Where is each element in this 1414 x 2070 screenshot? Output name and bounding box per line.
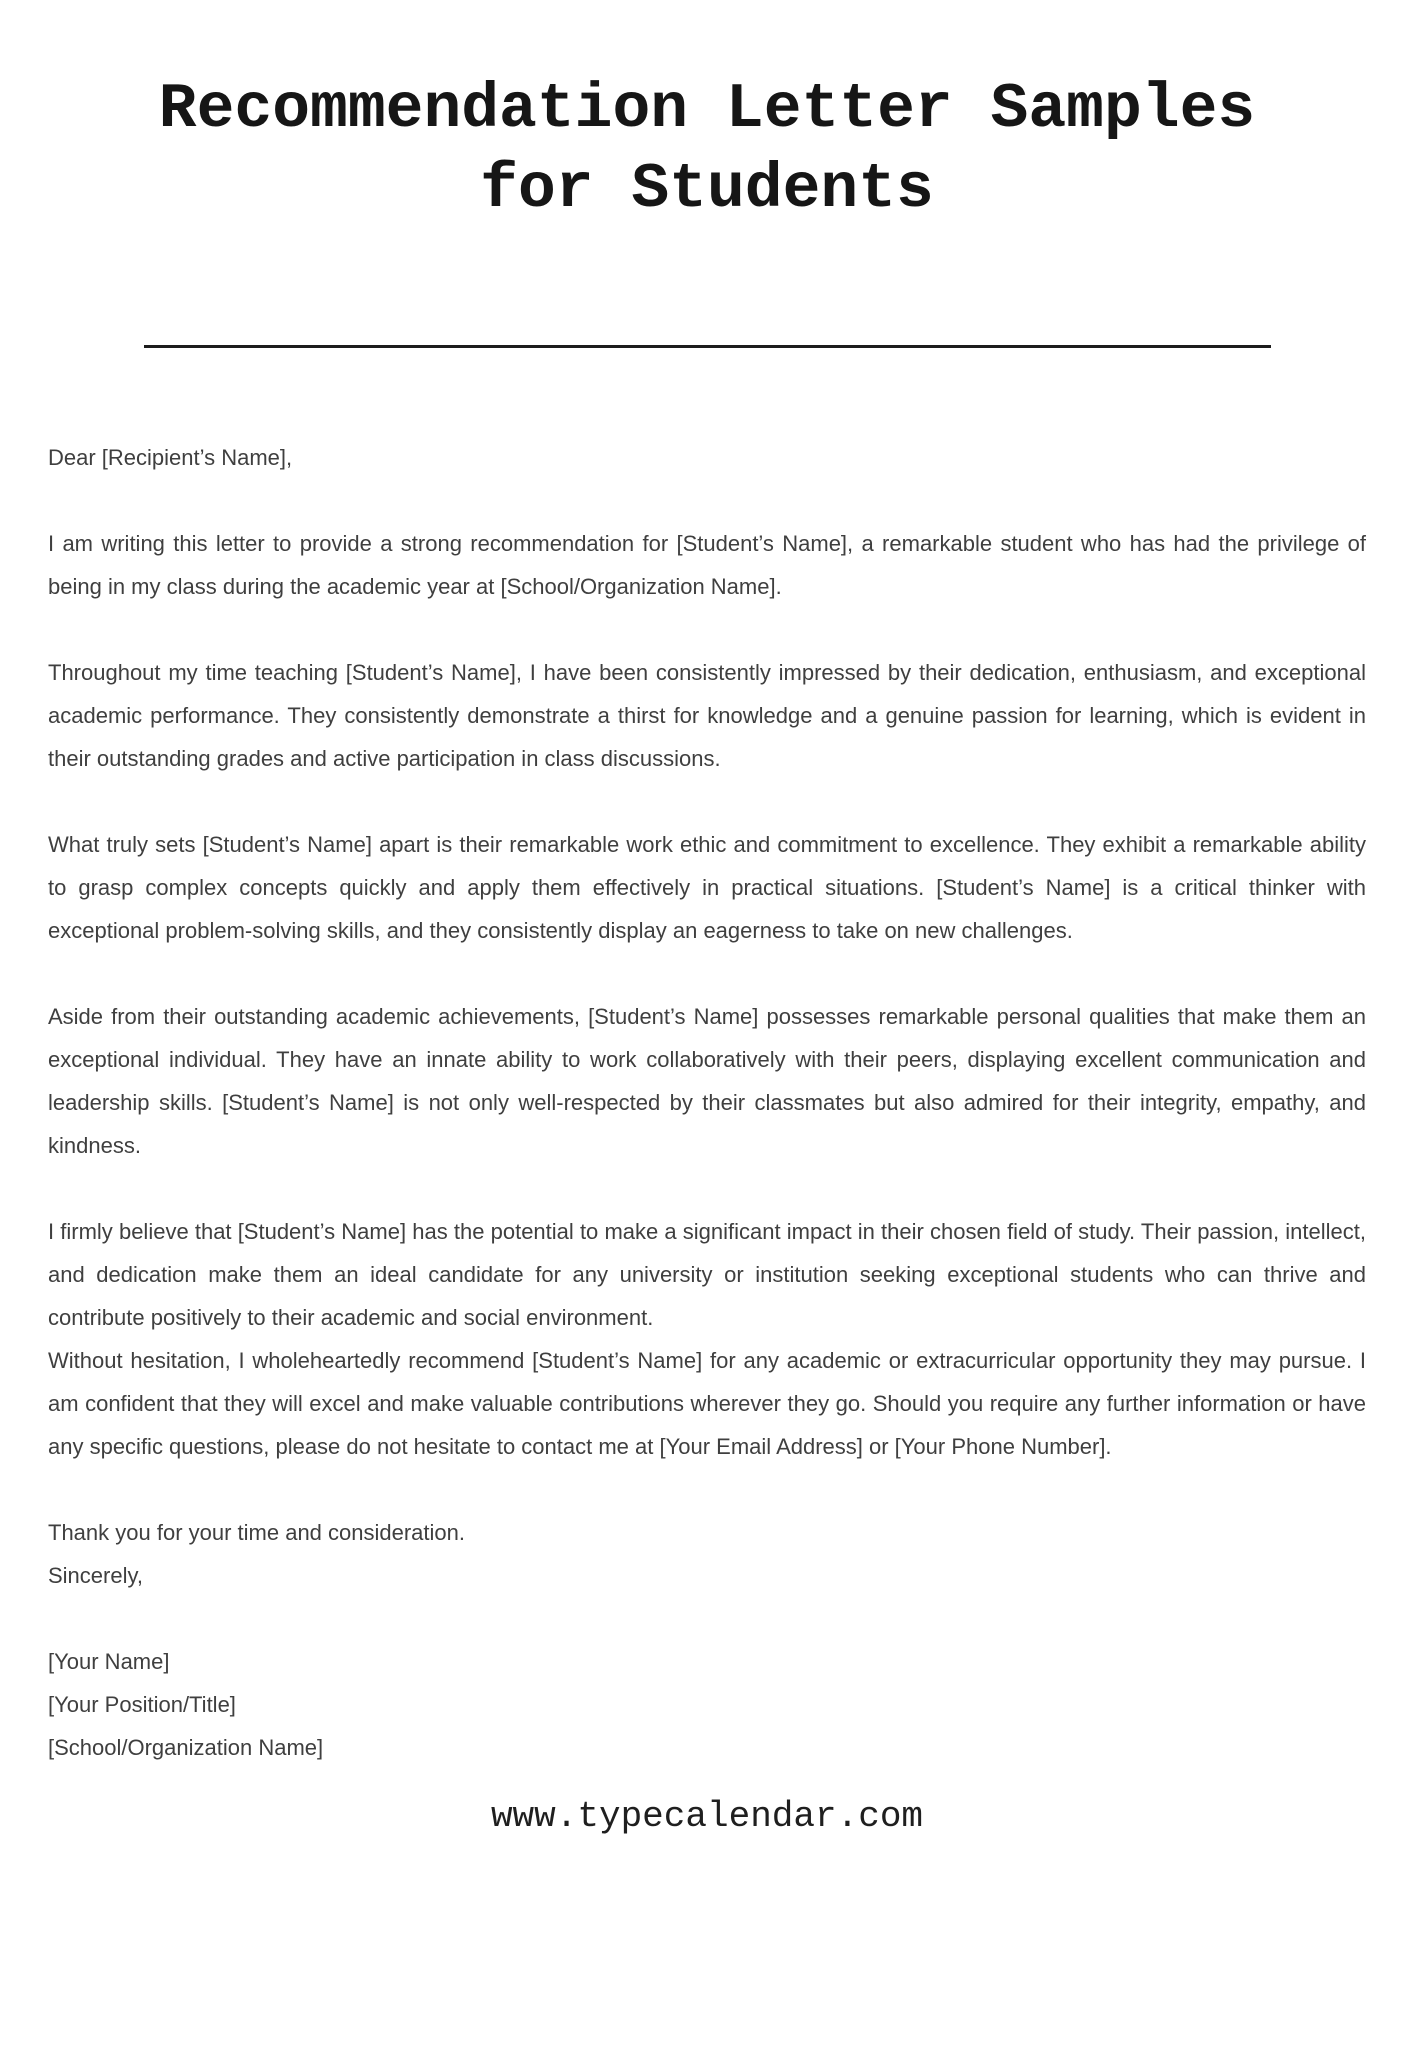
letter-paragraph: Throughout my time teaching [Student’s Name], I have been consistently impressed by their dedication, enthusiasm, and exceptional academic performance. They consistently demonstrate a thirst for knowledge and a genuine passion for learning, which is evident in their outstanding grades and active participation in class discussions. xyxy=(48,660,1366,771)
signature-block xyxy=(48,1640,1366,1769)
letter-body xyxy=(48,436,1366,1769)
letter-paragraph: Aside from their outstanding academic achievements, [Student’s Name] possesses remarkable personal qualities that make them an exceptional individual. They have an innate ability to work collaboratively with their peers, displaying excellent communication and leadership skills. [Student’s Name] is not only well-respected by their classmates but also admired for their integrity, empathy, and kindness. xyxy=(48,1004,1366,1158)
page-title-line-2: for Students xyxy=(480,154,934,225)
letter-paragraph: Without hesitation, I wholeheartedly recommend [Student’s Name] for any academic or extracurricular opportunity they may pursue. I am confident that they will excel and make valuable contributions wherever they go. Should you require any further information or have any specific questions, please do not hesitate to contact me at [Your Email Address] or [Your Phone Number]. xyxy=(48,1348,1366,1459)
signature-position: [Your Position/Title] xyxy=(48,1692,236,1717)
salutation: Dear [Recipient’s Name], xyxy=(48,445,293,470)
letter-paragraph: What truly sets [Student’s Name] apart is their remarkable work ethic and commitment to excellence. They exhibit a remarkable ability to grasp complex concepts quickly and apply them effectively in practical situations. [Student’s Name] is a critical thinker with exceptional problem-solving skills, and they consistently display an eagerness to take on new challenges. xyxy=(48,832,1366,943)
letter-paragraph: I am writing this letter to provide a strong recommendation for [Student’s Name], a remarkable student who has had the privilege of being in my class during the academic year at [School/Organization Name]. xyxy=(48,531,1366,599)
letter-paragraph: I firmly believe that [Student’s Name] has the potential to make a significant impact in their chosen field of study. Their passion, intellect, and dedication make them an ideal candidate for any university or institution seeking exceptional students who can thrive and contribute positively to their academic and social environment. xyxy=(48,1219,1366,1330)
signature-name: [Your Name] xyxy=(48,1649,170,1674)
closing-sincerely: Sincerely, xyxy=(48,1563,143,1588)
signature-organization: [School/Organization Name] xyxy=(48,1735,324,1760)
site-url: www.typecalendar.com xyxy=(490,1796,924,1837)
closing-thanks: Thank you for your time and consideration. xyxy=(48,1520,466,1545)
divider-line xyxy=(144,345,1271,348)
page-title-line-1: Recommendation Letter Samples xyxy=(158,74,1256,145)
document-page xyxy=(0,70,1414,2070)
page-title xyxy=(48,70,1366,230)
closing-block xyxy=(48,1511,1366,1597)
